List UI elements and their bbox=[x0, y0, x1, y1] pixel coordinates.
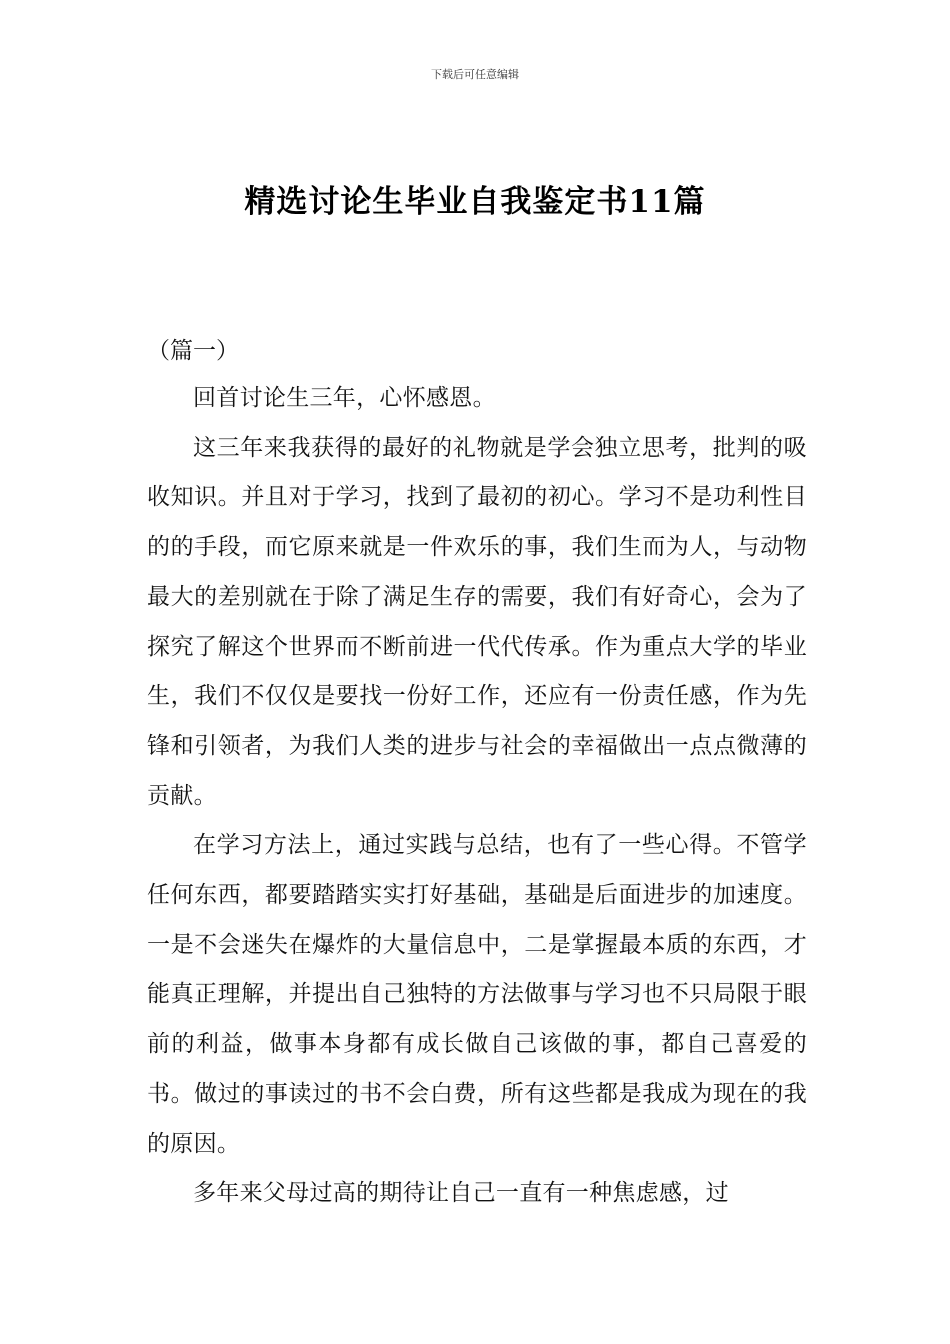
header-note: 下载后可任意编辑 bbox=[431, 68, 519, 81]
paragraph-4: 多年来父母过高的期待让自己一直有一种焦虑感，过 bbox=[193, 1180, 729, 1207]
document-title: 精选讨论生毕业自我鉴定书11篇 bbox=[244, 184, 706, 220]
section-label: （篇一） bbox=[147, 338, 239, 364]
paragraph-1: 回首讨论生三年，心怀感恩。 bbox=[193, 385, 496, 411]
paragraph-2: 这三年来我获得的最好的礼物就是学会独立思考，批判的吸收知识。并且对于学习，找到了最初的初心。学习不是功利性目的的手段，而它原来就是一件欢乐的事，我们生而为人，与动物最大的差别就在于除了满足生存的需要，我们有好奇心，会为了探究了解这个世界而不断前进一代代传承。作为重点大学的毕业生，我们不仅仅是要找一份好工作，还应有一份责任感，作为先锋和引领者，为我们人类的进步与社会的幸福做出一点点微薄的贡献。 bbox=[147, 434, 807, 809]
paragraph-3: 在学习方法上，通过实践与总结，也有了一些心得。不管学任何东西，都要踏踏实实打好基础，基础是后面进步的加速度。一是不会迷失在爆炸的大量信息中，二是掌握最本质的东西，才能真正理解，并提出自己独特的方法做事与学习也不只局限于眼前的利益，做事本身都有成长做自己该做的事，都自己喜爱的书。做过的事读过的书不会白费，所有这些都是我成为现在的我的原因。 bbox=[147, 832, 807, 1157]
document-body bbox=[147, 374, 807, 1219]
